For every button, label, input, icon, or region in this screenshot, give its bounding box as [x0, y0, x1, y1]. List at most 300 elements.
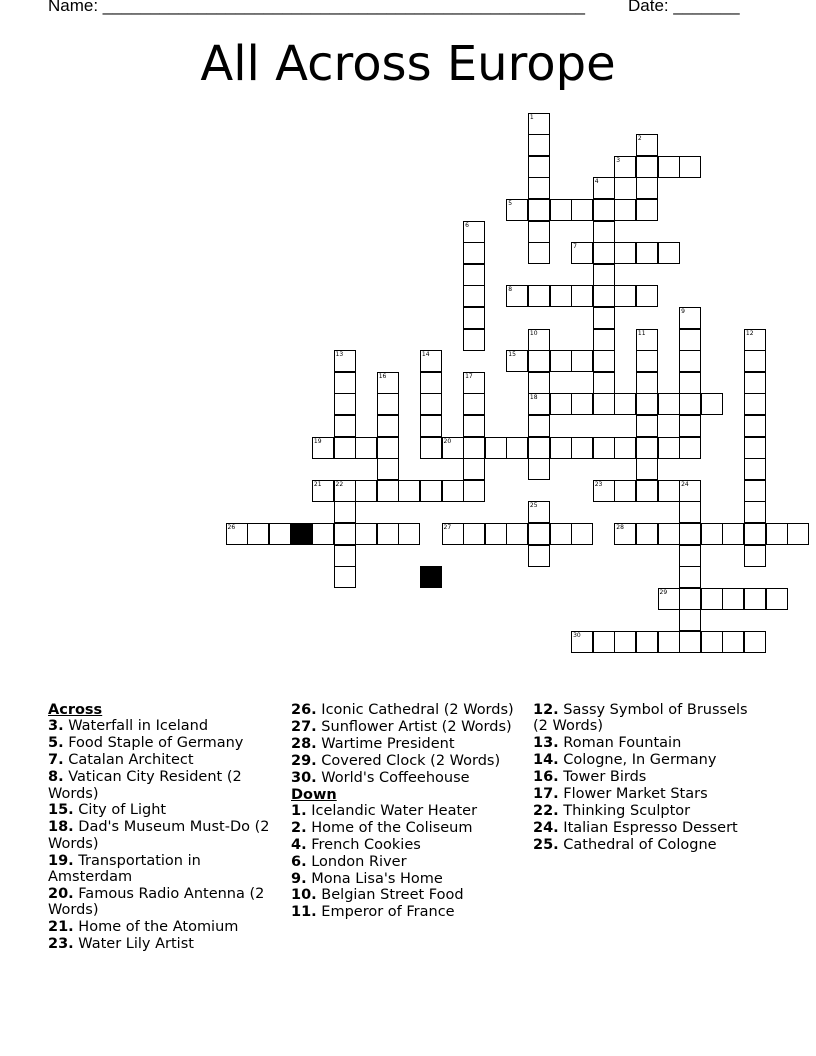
grid-cell[interactable]: [744, 393, 766, 415]
clue-item: [48, 853, 278, 886]
clue-number-label: 3.: [48, 718, 64, 735]
grid-cell[interactable]: [528, 545, 550, 567]
grid-cell[interactable]: [636, 415, 658, 437]
grid-cell[interactable]: [658, 631, 680, 653]
grid-cell[interactable]: [744, 372, 766, 394]
grid-cell[interactable]: [463, 458, 485, 480]
clue-number-label: 30.: [291, 769, 317, 786]
clue-number: 27: [443, 523, 452, 531]
grid-cell[interactable]: [636, 631, 658, 653]
clue-item: [48, 752, 278, 768]
clue-number-label: 15.: [48, 802, 74, 819]
clue-number-label: 4.: [291, 836, 307, 853]
grid-cell[interactable]: [528, 523, 550, 545]
clue-text: Water Lily Artist: [73, 936, 194, 953]
clue-item: [291, 854, 521, 870]
clue-item: [48, 886, 278, 919]
grid-cell[interactable]: [550, 350, 572, 372]
clue-text: Wartime President: [316, 735, 455, 752]
grid-cell[interactable]: [701, 523, 723, 545]
clue-item: [48, 919, 278, 935]
black-cell: [420, 566, 442, 588]
grid-cell[interactable]: [528, 113, 550, 135]
grid-cell[interactable]: [679, 631, 701, 653]
clue-item: [48, 936, 278, 952]
grid-cell[interactable]: [334, 545, 356, 567]
grid-cell[interactable]: [528, 372, 550, 394]
clue-item: [48, 718, 278, 734]
clue-number: 24: [681, 480, 689, 488]
clue-item: [533, 837, 763, 853]
grid-cell[interactable]: [420, 437, 442, 459]
across-heading: Across: [48, 702, 103, 718]
grid-cell[interactable]: [679, 523, 701, 545]
grid-cell[interactable]: [593, 480, 615, 502]
clue-number: 29: [659, 588, 668, 596]
clue-number: 16: [378, 372, 387, 380]
grid-cell[interactable]: [614, 437, 636, 459]
grid-cell[interactable]: [528, 221, 550, 243]
grid-cell[interactable]: [550, 199, 572, 221]
grid-cell[interactable]: [722, 631, 744, 653]
grid-cell[interactable]: [744, 437, 766, 459]
clue-text: Covered Clock (2 Words): [316, 752, 501, 769]
clue-number: 1: [529, 113, 534, 121]
grid-cell[interactable]: [658, 437, 680, 459]
grid-cell[interactable]: [722, 588, 744, 610]
grid-cell[interactable]: [550, 285, 572, 307]
grid-cell[interactable]: [722, 523, 744, 545]
grid-cell[interactable]: [571, 199, 593, 221]
grid-cell[interactable]: [377, 372, 399, 394]
grid-cell[interactable]: [593, 329, 615, 351]
grid-cell[interactable]: [571, 350, 593, 372]
grid-cell[interactable]: [528, 350, 550, 372]
grid-cell[interactable]: [744, 350, 766, 372]
clue-item: [533, 820, 763, 836]
grid-cell[interactable]: [377, 458, 399, 480]
clue-text: Home of the Atomium: [73, 919, 239, 936]
grid-cell[interactable]: [377, 480, 399, 502]
clue-number-label: 29.: [291, 752, 317, 769]
clue-text: Icelandic Water Heater: [306, 802, 478, 819]
clue-number: 9: [681, 307, 685, 315]
clue-number: 14: [421, 351, 430, 359]
clue-number: 28: [616, 523, 624, 531]
grid-cell[interactable]: [528, 199, 550, 221]
grid-cell[interactable]: [593, 350, 615, 372]
grid-cell[interactable]: [593, 177, 615, 199]
grid-cell[interactable]: [593, 437, 615, 459]
clue-item: [291, 753, 521, 769]
grid-cell[interactable]: [420, 415, 442, 437]
grid-cell[interactable]: [528, 156, 550, 178]
grid-cell[interactable]: [636, 437, 658, 459]
clue-text: Sunflower Artist (2 Words): [316, 718, 512, 735]
grid-cell[interactable]: [658, 588, 680, 610]
grid-cell[interactable]: [614, 393, 636, 415]
grid-cell[interactable]: [593, 285, 615, 307]
grid-cell[interactable]: [506, 285, 528, 307]
clue-text: Tower Birds: [558, 769, 647, 786]
grid-cell[interactable]: [528, 458, 550, 480]
clue-item: [291, 770, 521, 786]
grid-cell[interactable]: [550, 437, 572, 459]
name-field[interactable]: Name: ___________________________________________________: [48, 0, 585, 15]
grid-cell[interactable]: [593, 242, 615, 264]
grid-cell[interactable]: [636, 242, 658, 264]
grid-cell[interactable]: [528, 242, 550, 264]
clue-number: 8: [508, 286, 513, 294]
clue-number-label: 21.: [48, 919, 74, 936]
clue-text: Belgian Street Food: [316, 887, 464, 904]
grid-cell[interactable]: [679, 566, 701, 588]
clue-text: Sassy Symbol of Brussels (2 Words): [533, 702, 748, 735]
clue-number-label: 27.: [291, 718, 317, 735]
clue-number-label: 19.: [48, 852, 74, 869]
grid-cell[interactable]: [636, 458, 658, 480]
clue-text: Cologne, In Germany: [558, 752, 717, 769]
clue-number-label: 20.: [48, 885, 74, 902]
clue-item: [533, 803, 763, 819]
grid-cell[interactable]: [463, 480, 485, 502]
clue-number-label: 18.: [48, 819, 74, 836]
grid-cell[interactable]: [312, 437, 334, 459]
grid-cell[interactable]: [636, 350, 658, 372]
grid-cell[interactable]: [550, 393, 572, 415]
grid-cell[interactable]: [701, 393, 723, 415]
clue-item: [291, 820, 521, 836]
grid-cell[interactable]: [571, 285, 593, 307]
clue-number-label: 28.: [291, 735, 317, 752]
grid-cell[interactable]: [312, 523, 334, 545]
grid-cell[interactable]: [679, 307, 701, 329]
grid-cell[interactable]: [701, 588, 723, 610]
grid-cell[interactable]: [571, 393, 593, 415]
grid-cell[interactable]: [334, 566, 356, 588]
clue-number-label: 25.: [533, 836, 559, 853]
grid-cell[interactable]: [334, 415, 356, 437]
grid-cell[interactable]: [442, 523, 464, 545]
clue-number-label: 2.: [291, 819, 307, 836]
grid-cell[interactable]: [571, 631, 593, 653]
grid-cell[interactable]: [442, 437, 464, 459]
grid-cell[interactable]: [334, 350, 356, 372]
grid-cell[interactable]: [463, 242, 485, 264]
grid-cell[interactable]: [355, 523, 377, 545]
grid-cell[interactable]: [355, 480, 377, 502]
grid-cell[interactable]: [679, 415, 701, 437]
grid-cell[interactable]: [636, 523, 658, 545]
clue-item: [291, 719, 521, 735]
clue-number: 17: [465, 372, 473, 380]
clue-item: [291, 702, 521, 718]
grid-cell[interactable]: [463, 523, 485, 545]
grid-cell[interactable]: [658, 523, 680, 545]
clue-number-label: 26.: [291, 702, 317, 718]
clue-number: 18: [529, 394, 538, 402]
clue-number: 21: [313, 480, 322, 488]
grid-cell[interactable]: [506, 199, 528, 221]
grid-cell[interactable]: [744, 458, 766, 480]
grid-cell[interactable]: [614, 156, 636, 178]
grid-cell[interactable]: [593, 631, 615, 653]
grid-cell[interactable]: [398, 523, 420, 545]
clue-number-label: 1.: [291, 802, 307, 819]
grid-cell[interactable]: [658, 156, 680, 178]
grid-cell[interactable]: [593, 307, 615, 329]
grid-cell[interactable]: [528, 393, 550, 415]
clue-number: 23: [594, 480, 603, 488]
grid-cell[interactable]: [528, 415, 550, 437]
grid-cell[interactable]: [420, 372, 442, 394]
puzzle-title: All Across Europe: [200, 36, 616, 92]
grid-cell[interactable]: [614, 523, 636, 545]
grid-cell[interactable]: [636, 329, 658, 351]
clue-text: Mona Lisa's Home: [306, 870, 443, 887]
clue-text: Home of the Coliseum: [306, 819, 473, 836]
grid-cell[interactable]: [398, 480, 420, 502]
clue-item: [291, 803, 521, 819]
clue-text: Catalan Architect: [63, 752, 194, 769]
grid-cell[interactable]: [528, 177, 550, 199]
clue-text: Dad's Museum Must-Do (2 Words): [48, 819, 270, 852]
clue-number-label: 17.: [533, 786, 559, 803]
grid-cell[interactable]: [679, 329, 701, 351]
clue-number-label: 5.: [48, 735, 64, 752]
clue-number: 5: [508, 199, 513, 207]
clue-item: [291, 837, 521, 853]
clue-number-label: 10.: [291, 887, 317, 904]
grid-cell[interactable]: [528, 501, 550, 523]
clue-number-label: 11.: [291, 904, 317, 921]
clue-number-label: 16.: [533, 769, 559, 786]
grid-cell[interactable]: [528, 134, 550, 156]
clue-item: [291, 887, 521, 903]
clue-number: 11: [637, 329, 646, 337]
grid-cell[interactable]: [593, 199, 615, 221]
grid-cell[interactable]: [787, 523, 809, 545]
grid-cell[interactable]: [593, 264, 615, 286]
grid-cell[interactable]: [377, 437, 399, 459]
grid-cell[interactable]: [463, 307, 485, 329]
grid-cell[interactable]: [679, 437, 701, 459]
clue-number: 20: [443, 437, 452, 445]
grid-cell[interactable]: [744, 631, 766, 653]
clue-number-label: 7.: [48, 752, 64, 769]
grid-cell[interactable]: [528, 285, 550, 307]
clue-text: Iconic Cathedral (2 Words): [316, 702, 514, 718]
grid-cell[interactable]: [377, 393, 399, 415]
grid-cell[interactable]: [679, 588, 701, 610]
clue-item: [533, 752, 763, 768]
grid-cell[interactable]: [679, 545, 701, 567]
grid-cell[interactable]: [614, 199, 636, 221]
clue-text: Vatican City Resident (2 Words): [48, 769, 242, 802]
grid-cell[interactable]: [334, 523, 356, 545]
clue-number-label: 6.: [291, 853, 307, 870]
clue-number-label: 8.: [48, 769, 64, 786]
grid-cell[interactable]: [506, 437, 528, 459]
clue-number: 13: [335, 351, 344, 359]
grid-cell[interactable]: [636, 480, 658, 502]
grid-cell[interactable]: [593, 372, 615, 394]
clue-number-label: 9.: [291, 870, 307, 887]
grid-cell[interactable]: [506, 350, 528, 372]
grid-cell[interactable]: [614, 285, 636, 307]
clue-number: 15: [508, 351, 516, 359]
clue-text: Flower Market Stars: [558, 786, 708, 803]
grid-cell[interactable]: [636, 285, 658, 307]
clue-text: City of Light: [73, 802, 167, 819]
grid-cell[interactable]: [744, 329, 766, 351]
grid-cell[interactable]: [506, 523, 528, 545]
grid-cell[interactable]: [312, 480, 334, 502]
grid-cell[interactable]: [593, 221, 615, 243]
clue-number: 6: [465, 221, 469, 229]
clue-number: 10: [529, 329, 538, 337]
clue-item: [533, 735, 763, 751]
clue-number-label: 14.: [533, 752, 559, 769]
grid-cell[interactable]: [463, 329, 485, 351]
clue-text: World's Coffeehouse: [316, 769, 470, 786]
grid-cell[interactable]: [377, 415, 399, 437]
grid-cell[interactable]: [485, 437, 507, 459]
clue-text: Transportation in Amsterdam: [48, 852, 201, 886]
clue-number: 26: [227, 523, 236, 531]
clue-item: [291, 904, 521, 920]
down-heading: Down: [291, 786, 337, 803]
grid-cell[interactable]: [679, 350, 701, 372]
grid-cell[interactable]: [744, 501, 766, 523]
clue-text: London River: [306, 853, 407, 870]
grid-cell[interactable]: [334, 372, 356, 394]
grid-cell[interactable]: [744, 480, 766, 502]
clue-text: French Cookies: [306, 836, 421, 853]
grid-cell[interactable]: [226, 523, 248, 545]
clue-text: Famous Radio Antenna (2 Words): [48, 885, 265, 919]
grid-cell[interactable]: [528, 329, 550, 351]
grid-cell[interactable]: [636, 134, 658, 156]
clue-number: 12: [745, 329, 754, 337]
clue-item: [48, 735, 278, 751]
clues-column-1: [48, 702, 278, 953]
grid-cell[interactable]: [636, 393, 658, 415]
grid-cell[interactable]: [636, 199, 658, 221]
clue-text: Thinking Sculptor: [558, 802, 691, 819]
clue-number: 3: [616, 156, 621, 164]
grid-cell[interactable]: [636, 372, 658, 394]
grid-cell[interactable]: [658, 393, 680, 415]
clues-column-2: [291, 702, 521, 921]
grid-cell[interactable]: [463, 221, 485, 243]
grid-cell[interactable]: [420, 350, 442, 372]
clue-number: 22: [335, 480, 344, 488]
grid-cell[interactable]: [701, 631, 723, 653]
grid-cell[interactable]: [679, 156, 701, 178]
grid-cell[interactable]: [571, 523, 593, 545]
grid-cell[interactable]: [334, 501, 356, 523]
clue-number-label: 12.: [533, 702, 559, 718]
clue-item: [48, 802, 278, 818]
grid-cell[interactable]: [377, 523, 399, 545]
grid-cell[interactable]: [766, 523, 788, 545]
grid-cell[interactable]: [744, 523, 766, 545]
grid-cell[interactable]: [679, 372, 701, 394]
clue-text: Cathedral of Cologne: [558, 836, 717, 853]
grid-cell[interactable]: [614, 631, 636, 653]
clue-number: 7: [573, 243, 577, 251]
clue-item: [48, 769, 278, 802]
grid-cell[interactable]: [614, 480, 636, 502]
grid-cell[interactable]: [463, 285, 485, 307]
grid-cell[interactable]: [269, 523, 291, 545]
grid-cell[interactable]: [571, 437, 593, 459]
grid-cell[interactable]: [679, 480, 701, 502]
grid-cell[interactable]: [658, 480, 680, 502]
clue-number: 2: [637, 135, 642, 143]
clue-item: [533, 769, 763, 785]
grid-cell[interactable]: [485, 523, 507, 545]
grid-cell[interactable]: [355, 437, 377, 459]
grid-cell[interactable]: [550, 523, 572, 545]
clue-number-label: 24.: [533, 819, 559, 836]
clue-number: 19: [313, 437, 322, 445]
grid-cell[interactable]: [744, 415, 766, 437]
date-field[interactable]: Date: _______: [628, 0, 740, 15]
grid-cell[interactable]: [658, 242, 680, 264]
clue-number-label: 23.: [48, 936, 74, 953]
grid-cell[interactable]: [442, 480, 464, 502]
clue-number: 25: [529, 502, 538, 510]
grid-cell[interactable]: [679, 393, 701, 415]
grid-cell[interactable]: [247, 523, 269, 545]
grid-cell[interactable]: [334, 437, 356, 459]
clue-text: Waterfall in Iceland: [63, 718, 209, 735]
grid-cell[interactable]: [463, 393, 485, 415]
grid-cell[interactable]: [593, 393, 615, 415]
clue-number: 4: [594, 178, 599, 186]
grid-cell[interactable]: [420, 480, 442, 502]
grid-cell[interactable]: [334, 480, 356, 502]
grid-cell[interactable]: [463, 437, 485, 459]
grid-cell[interactable]: [636, 156, 658, 178]
grid-cell[interactable]: [636, 177, 658, 199]
grid-cell[interactable]: [571, 242, 593, 264]
grid-cell[interactable]: [679, 609, 701, 631]
grid-cell[interactable]: [463, 264, 485, 286]
grid-cell[interactable]: [679, 501, 701, 523]
grid-cell[interactable]: [744, 545, 766, 567]
clues-column-3: [533, 702, 763, 854]
clue-text: Roman Fountain: [558, 735, 682, 752]
grid-cell[interactable]: [334, 393, 356, 415]
grid-cell[interactable]: [614, 242, 636, 264]
grid-cell[interactable]: [463, 372, 485, 394]
grid-cell[interactable]: [463, 415, 485, 437]
clue-text: Emperor of France: [316, 904, 455, 921]
clue-item: [533, 786, 763, 802]
clue-number-label: 13.: [533, 735, 559, 752]
grid-cell[interactable]: [744, 588, 766, 610]
grid-cell[interactable]: [420, 393, 442, 415]
clue-item: [48, 819, 278, 852]
clue-item: [291, 871, 521, 887]
grid-cell[interactable]: [766, 588, 788, 610]
clue-number: 30: [573, 631, 581, 639]
clue-text: Food Staple of Germany: [63, 735, 244, 752]
grid-cell[interactable]: [528, 437, 550, 459]
